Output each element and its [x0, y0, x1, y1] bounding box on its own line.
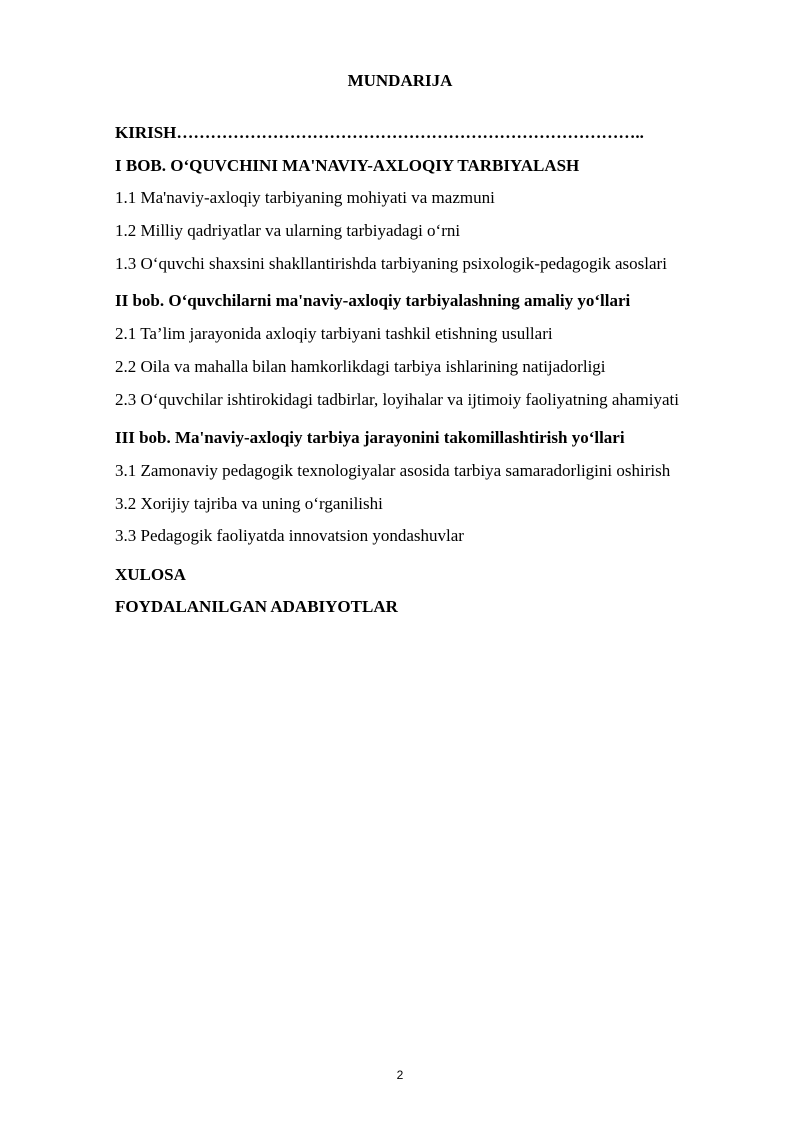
toc-chapter-1-heading: I BOB. O‘QUVCHINI MA'NAVIY-AXLOQIY TARBIYALASH [115, 156, 580, 175]
toc-item-1-3: 1.3 O‘quvchi shaxsini shakllantirishda tarbiyaning psixologik-pedagogik asoslari [115, 254, 667, 273]
toc-chapter-3-heading: III bob. Ma'naviy-axloqiy tarbiya jarayonini takomillashtirish yo‘llari [115, 428, 625, 447]
page-title: MUNDARIJA [347, 71, 453, 90]
toc-item-3-3: 3.3 Pedagogik faoliyatda innovatsion yondashuvlar [115, 526, 464, 545]
toc-item-3-2: 3.2 Xorijiy tajriba va uning o‘rganilishi [115, 494, 383, 513]
page-number: 2 [396, 1068, 404, 1082]
toc-item-3-1: 3.1 Zamonaviy pedagogik texnologiyalar asosida tarbiya samaradorligini oshirish [115, 461, 671, 480]
toc-kirish: KIRISH……………………………………………………………………….. [115, 123, 644, 142]
toc-item-1-2: 1.2 Milliy qadriyatlar va ularning tarbiyadagi o‘rni [115, 221, 461, 240]
toc-adabiyotlar: FOYDALANILGAN ADABIYOTLAR [115, 597, 398, 616]
toc-item-2-1: 2.1 Ta’lim jarayonida axloqiy tarbiyani tashkil etishning usullari [115, 324, 553, 343]
toc-xulosa: XULOSA [115, 565, 186, 584]
toc-item-1-1: 1.1 Ma'naviy-axloqiy tarbiyaning mohiyati va mazmuni [115, 188, 495, 207]
toc-item-2-3: 2.3 O‘quvchilar ishtirokidagi tadbirlar, loyihalar va ijtimoiy faoliyatning ahamiyati [115, 390, 679, 409]
toc-chapter-2-heading: II bob. O‘quvchilarni ma'naviy-axloqiy tarbiyalashning amaliy yo‘llari [115, 291, 631, 310]
toc-item-2-2: 2.2 Oila va mahalla bilan hamkorlikdagi tarbiya ishlarining natijadorligi [115, 357, 606, 376]
